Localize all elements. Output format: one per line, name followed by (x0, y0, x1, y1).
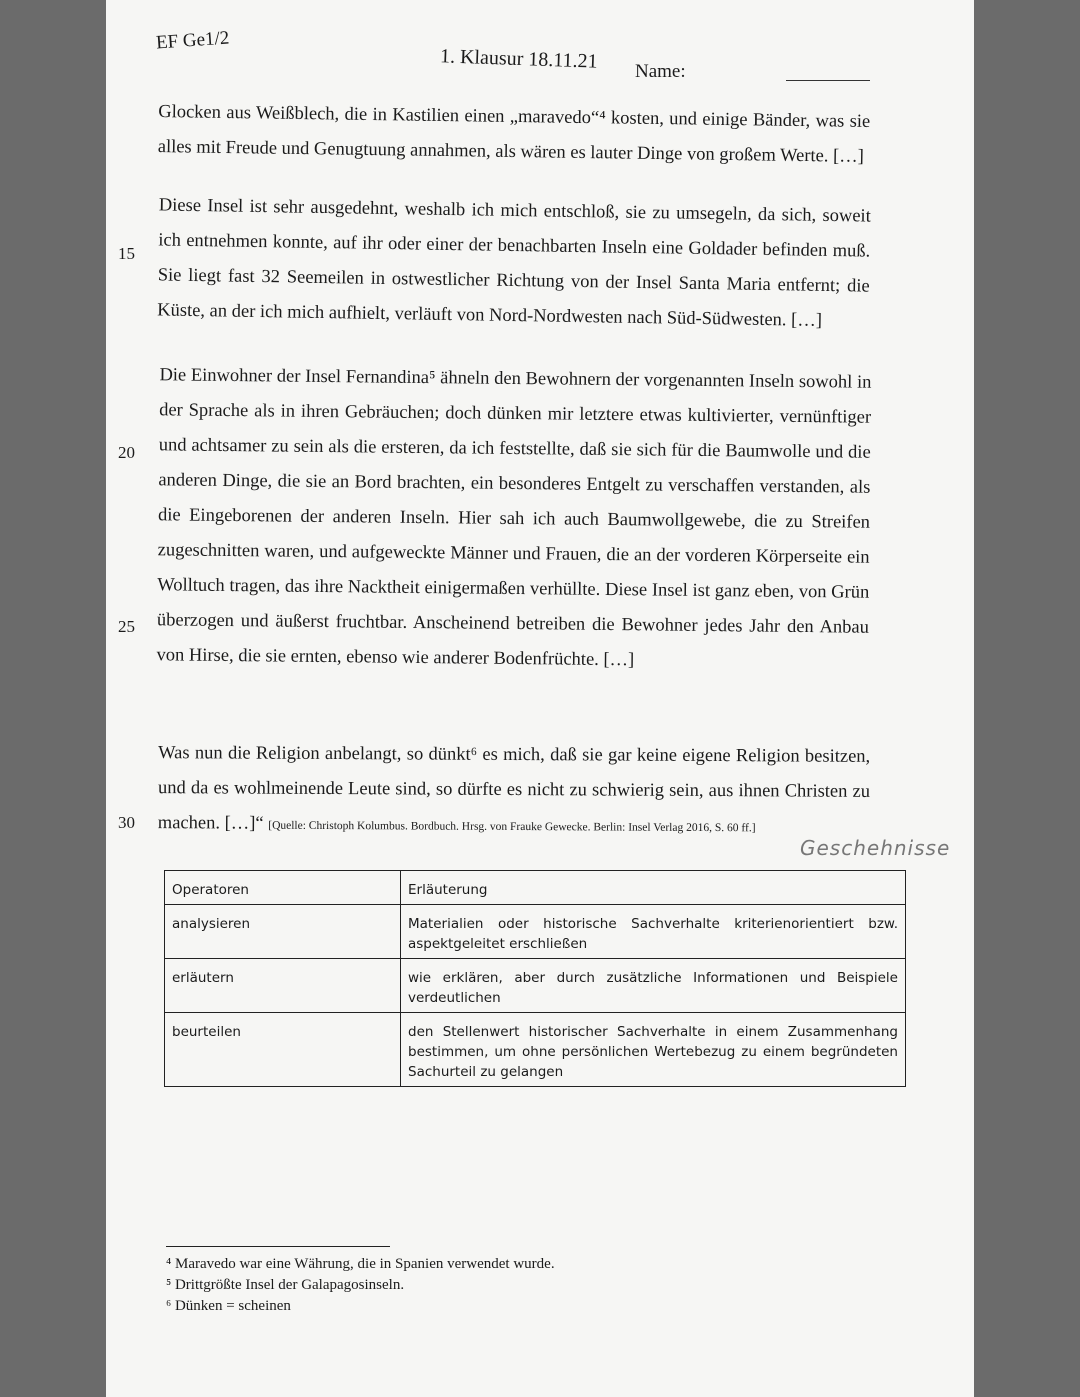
explanation-cell: Materialien oder historische Sachverhalte kriterienorientiert bzw. aspektgeleitet erschließen (401, 905, 906, 959)
header-explanation: Erläuterung (401, 871, 906, 905)
name-blank-line (786, 80, 870, 81)
operator-cell: analysieren (165, 905, 401, 959)
paragraph-4 (158, 736, 871, 847)
course-label: EF Ge1/2 (155, 27, 230, 54)
operator-cell: beurteilen (165, 1013, 401, 1087)
explanation-cell: den Stellenwert historischer Sachverhalte in einem Zusammenhang bestimmen, um ohne persönlichen Wertebezug zu einem begründeten Sachurteil zu gelangen (401, 1013, 906, 1087)
paragraph-2: Diese Insel ist sehr ausgedehnt, weshalb ich mich entschloß, sie zu umsegeln, da sich, soweit ich entnehmen konnte, auf ihr oder einer der benachbarten Inseln eine Goldader befinden muß. Sie liegt fast 32 Seemeilen in ostwestlicher Richtung von der Insel Santa Maria entfernt; die Küste, an der ich mich aufhielt, verläuft von Nord-Nordwesten nach Süd-Südwesten. […] (157, 195, 871, 331)
header-operators: Operatoren (165, 871, 401, 905)
footnote-4: ⁴ Maravedo war eine Währung, die in Spanien verwendet wurde. (166, 1256, 555, 1272)
table-row (165, 1013, 906, 1087)
line-number-30: 30 (118, 813, 135, 832)
table-header-row (165, 871, 906, 905)
handwritten-note: Geschehnisse (800, 836, 951, 860)
line-number-20: 20 (118, 443, 135, 462)
line-number-15: 15 (118, 244, 135, 263)
footnote-6: ⁶ Dünken = scheinen (166, 1298, 291, 1314)
exam-title: 1. Klausur 18.11.21 (439, 45, 598, 73)
table-row (165, 959, 906, 1013)
line-number-25: 25 (118, 617, 135, 636)
footnote-5: ⁵ Drittgrößte Insel der Galapagosinseln. (166, 1277, 405, 1293)
operators-table (164, 870, 906, 1087)
table-row (165, 905, 906, 959)
name-label: Name: (635, 61, 686, 82)
operator-cell: erläutern (165, 959, 401, 1013)
paragraph-4-text: Was nun die Religion anbelangt, so dünkt⁶ es mich, daß sie gar keine eigene Religion besitzen, und da es wohlmeinende Leute sind, so dürfte es nicht zu schwierig sein, aus ihnen Christen zu machen. […]“ (157, 743, 871, 834)
explanation-cell: wie erklären, aber durch zusätzliche Informationen und Beispiele verdeutlichen (401, 959, 906, 1013)
footnote-separator (166, 1246, 390, 1247)
footnotes (166, 1254, 555, 1317)
paragraph-3: Die Einwohner der Insel Fernandina⁵ ähneln den Bewohnern der vorgenannten Inseln sowohl in der Sprache als in ihren Gebräuchen; doch dünken mir letztere etwas kultivierter, vernünftiger und achtsamer zu sein als die ersteren, da ich feststellte, daß sie sich für die Baumwolle und die anderen Dinge, die sie an Bord brachten, ein besonderes Entgelt zu verschaffen verstanden, als die Eingeborenen der anderen Inseln. Hier sah ich auch Baumwollgewebe, die zu Streifen zugeschnitten waren, und aufgeweckte Männer und Frauen, die an der vorderen Körperseite ein Wolltuch tragen, das ihre Nacktheit einigermaßen verhüllte. Diese Insel ist ganz eben, von Grün überzogen und äußerst fruchtbar. Anscheinend betreiben die Bewohner jedes Jahr den Anbau von Hirse, die sie ernten, ebenso wie anderer Bodenfrüchte. […] (156, 365, 872, 671)
source-citation: [Quelle: Christoph Kolumbus. Bordbuch. Hrsg. von Frauke Gewecke. Berlin: Insel Verlag 2016, S. 60 ff.] (268, 819, 756, 835)
paragraph-1: Glocken aus Weißblech, die in Kastilien einen „maravedo“⁴ kosten, und einige Bänder, was sie alles mit Freude und Genugtuung annahmen, als wären es lauter Dinge von großem Werte. […] (157, 102, 871, 167)
